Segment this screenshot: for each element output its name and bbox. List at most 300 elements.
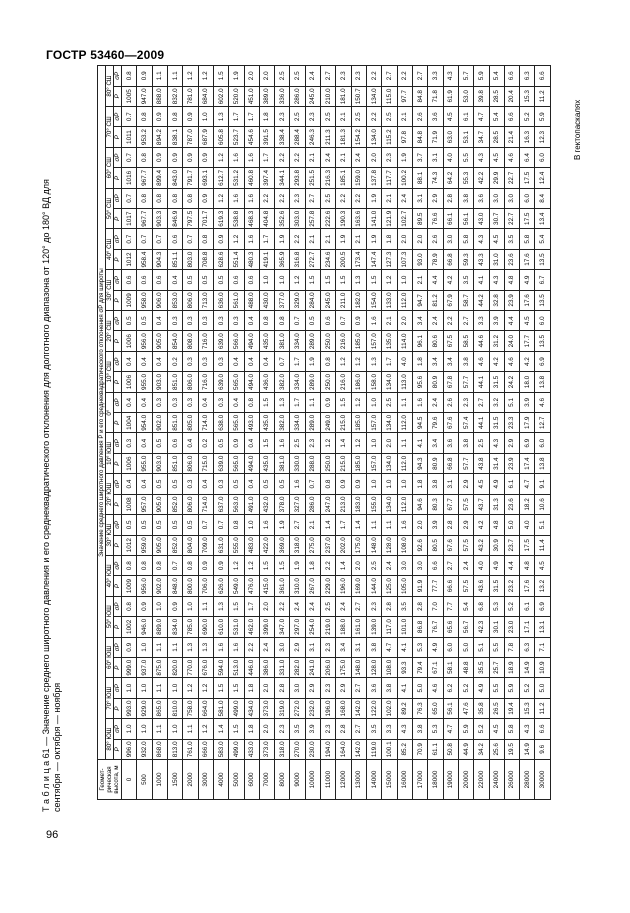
sigma-cell: 2.9 — [458, 474, 473, 494]
sigma-cell: 0.4 — [244, 433, 259, 453]
sigma-cell: 0.4 — [183, 433, 198, 453]
pressure-cell: 820.0 — [167, 657, 182, 677]
sigma-cell: 2.0 — [259, 596, 274, 616]
sigma-cell: 1.6 — [229, 637, 244, 657]
sigma-cell: 5.8 — [458, 229, 473, 249]
pressure-cell: 708.8 — [198, 249, 213, 269]
pressure-cell: 494.0 — [244, 331, 259, 351]
pressure-cell: 122.0 — [367, 698, 382, 718]
pressure-cell: 168.0 — [336, 698, 351, 718]
sigma-cell: 4.5 — [443, 107, 458, 127]
sigma-cell: 0.5 — [213, 433, 228, 453]
sigma-cell: 0.3 — [213, 474, 228, 494]
sigma-cell: 1.3 — [213, 596, 228, 616]
altitude-cell: 20000 — [458, 760, 473, 800]
pressure-cell: 148.0 — [351, 657, 366, 677]
pressure-cell: 31.5 — [489, 372, 504, 392]
sigma-cell: 3.5 — [397, 596, 412, 616]
sigma-cell: 2.8 — [382, 596, 397, 616]
sigma-cell: 1.1 — [367, 515, 382, 535]
sigma-cell: 1.0 — [167, 678, 182, 698]
pressure-cell: 42.2 — [474, 168, 489, 188]
pressure-cell: 66.6 — [443, 576, 458, 596]
sigma-cell: 3.3 — [474, 311, 489, 331]
sigma-cell: 0.5 — [122, 515, 137, 535]
sigma-cell: 3.6 — [428, 107, 443, 127]
sigma-header: σP — [114, 596, 122, 616]
sigma-cell: 0.9 — [198, 147, 213, 167]
pressure-cell: 185.0 — [351, 413, 366, 433]
sigma-cell: 1.5 — [259, 555, 274, 575]
sigma-cell: 1.0 — [137, 678, 152, 698]
pressure-cell: 80.9 — [428, 372, 443, 392]
pressure-cell: 967.7 — [137, 168, 152, 188]
sigma-cell: 0.5 — [275, 474, 290, 494]
pressure-cell: 1017 — [122, 209, 137, 229]
pressure-cell: 875.0 — [152, 657, 167, 677]
pressure-cell: 318.0 — [290, 535, 305, 555]
pressure-cell: 993.0 — [122, 698, 137, 718]
pressure-cell: 488.0 — [244, 290, 259, 310]
sigma-cell: 0.4 — [244, 351, 259, 371]
sigma-cell: 1.5 — [229, 678, 244, 698]
p-sigma-header-row — [114, 66, 122, 800]
sigma-cell: 2.2 — [290, 147, 305, 167]
sigma-cell: 1.7 — [259, 147, 274, 167]
sigma-header: σP — [114, 270, 122, 290]
pressure-cell: 12.7 — [535, 413, 551, 433]
sigma-cell: 1.7 — [336, 515, 351, 535]
pressure-cell: 219.0 — [321, 617, 336, 637]
sigma-cell: 1.2 — [336, 351, 351, 371]
pressure-cell: 43.0 — [474, 209, 489, 229]
sigma-cell: 0.5 — [305, 311, 320, 331]
sigma-cell: 5.5 — [489, 678, 504, 698]
altitude-cell: 19000 — [443, 760, 458, 800]
altitude-cell: 24000 — [489, 760, 504, 800]
sigma-cell: 7.8 — [504, 637, 519, 657]
sigma-cell: 3.3 — [428, 66, 443, 87]
sigma-cell: 4.0 — [443, 147, 458, 167]
sigma-cell: 4.4 — [428, 270, 443, 290]
table-row — [351, 66, 366, 800]
pressure-cell: 144.0 — [367, 576, 382, 596]
pressure-cell: 549.0 — [229, 576, 244, 596]
altitude-cell: 14000 — [367, 760, 382, 800]
pressure-cell: 843.0 — [167, 168, 182, 188]
pressure-cell: 338.4 — [275, 127, 290, 147]
pressure-cell: 169.0 — [351, 576, 366, 596]
sigma-cell: 6.9 — [520, 433, 535, 453]
p-header: P — [114, 413, 122, 433]
sigma-cell: 0.8 — [122, 66, 137, 87]
pressure-cell: 154.2 — [351, 127, 366, 147]
table-row — [290, 66, 305, 800]
p-header: P — [114, 127, 122, 147]
sigma-cell: 2.0 — [244, 66, 259, 87]
sigma-cell: 1.6 — [367, 311, 382, 331]
pressure-cell: 24.2 — [504, 372, 519, 392]
pressure-cell: 932.0 — [137, 739, 152, 759]
pressure-cell: 125.0 — [382, 576, 397, 596]
sigma-cell: 2.4 — [382, 555, 397, 575]
units-label: В гектопаскалях — [573, 99, 582, 160]
latitude-header: 60° СШ — [106, 147, 114, 188]
pressure-cell: 10.6 — [535, 494, 551, 514]
latitude-header: 20° ЮШ — [106, 474, 114, 515]
sigma-cell: 1.8 — [412, 351, 427, 371]
sigma-cell: 6.6 — [535, 66, 551, 87]
pressure-cell: 664.0 — [198, 698, 213, 718]
pressure-cell: 81.2 — [428, 290, 443, 310]
pressure-cell: 284.0 — [305, 290, 320, 310]
sigma-cell: 3.0 — [504, 188, 519, 208]
pressure-cell: 196.0 — [336, 576, 351, 596]
pressure-cell: 250.0 — [321, 453, 336, 473]
pressure-cell: 846.9 — [167, 209, 182, 229]
sigma-cell: 0.8 — [259, 311, 274, 331]
sigma-cell: 4.5 — [474, 474, 489, 494]
sigma-cell: 0.5 — [229, 474, 244, 494]
sigma-cell: 0.9 — [167, 147, 182, 167]
sigma-cell: 2.5 — [321, 107, 336, 127]
altitude-header: Геомет-рическая высота, м — [98, 760, 122, 800]
pressure-cell: 17.5 — [520, 168, 535, 188]
sigma-cell: 3.1 — [305, 637, 320, 657]
sigma-cell: 0.8 — [137, 188, 152, 208]
pressure-cell: 53.1 — [458, 127, 473, 147]
pressure-cell: 183.0 — [351, 494, 366, 514]
pressure-cell: 1005 — [122, 86, 137, 106]
sigma-cell: 2.5 — [382, 107, 397, 127]
pressure-cell: 953.2 — [137, 127, 152, 147]
table-row — [321, 66, 336, 800]
altitude-cell: 18000 — [428, 760, 443, 800]
pressure-cell: 100.2 — [397, 168, 412, 188]
sigma-cell: 2.8 — [336, 719, 351, 739]
pressure-cell: 854.0 — [167, 331, 182, 351]
sigma-cell: 0.4 — [122, 392, 137, 412]
p-header: P — [114, 617, 122, 637]
pressure-cell: 61.1 — [428, 739, 443, 759]
pressure-cell: 76.6 — [428, 209, 443, 229]
sigma-cell: 0.3 — [213, 392, 228, 412]
sigma-cell: 0.5 — [183, 270, 198, 290]
table-row — [397, 66, 412, 800]
pressure-cell: 114.0 — [397, 331, 412, 351]
pressure-cell: 94.7 — [412, 290, 427, 310]
pressure-cell: 894.2 — [152, 127, 167, 147]
pressure-cell: 43.3 — [474, 249, 489, 269]
sigma-cell: 3.6 — [367, 678, 382, 698]
pressure-cell: 105.0 — [397, 576, 412, 596]
sigma-cell: 1.0 — [137, 637, 152, 657]
pressure-cell: 94.6 — [412, 494, 427, 514]
altitude-cell: 28000 — [520, 760, 535, 800]
table-row — [382, 66, 397, 800]
sigma-cell: 1.6 — [244, 188, 259, 208]
pressure-cell: 155.0 — [367, 494, 382, 514]
sigma-cell: 0.8 — [275, 311, 290, 331]
sigma-cell: 0.4 — [137, 474, 152, 494]
sigma-cell: 0.9 — [152, 107, 167, 127]
pressure-cell: 70.9 — [412, 739, 427, 759]
sigma-cell: 6.0 — [443, 637, 458, 657]
sigma-cell: 0.9 — [137, 66, 152, 87]
sigma-cell: 1.5 — [229, 596, 244, 616]
altitude-cell: 30000 — [535, 760, 551, 800]
sigma-cell: 0.3 — [183, 311, 198, 331]
pressure-cell: 59.3 — [458, 249, 473, 269]
pressure-cell: 369.0 — [275, 535, 290, 555]
pressure-cell: 17.6 — [520, 576, 535, 596]
sigma-cell: 5.4 — [489, 107, 504, 127]
sigma-cell: 3.5 — [504, 229, 519, 249]
pressure-cell: 282.0 — [290, 657, 305, 677]
sigma-cell: 3.4 — [428, 433, 443, 453]
pressure-cell: 716.0 — [198, 372, 213, 392]
pressure-cell: 701.7 — [198, 209, 213, 229]
sigma-cell: 3.1 — [428, 147, 443, 167]
sigma-cell: 3.1 — [351, 637, 366, 657]
pressure-cell: 148.0 — [367, 535, 382, 555]
pressure-cell: 249.0 — [321, 413, 336, 433]
pressure-cell: 25.6 — [489, 739, 504, 759]
pressure-cell: 716.0 — [198, 331, 213, 351]
pressure-cell: 215.0 — [336, 413, 351, 433]
pressure-cell: 906.0 — [152, 290, 167, 310]
sigma-cell: 6.4 — [520, 147, 535, 167]
sigma-cell: 2.2 — [259, 188, 274, 208]
pressure-cell: 13.5 — [535, 249, 551, 269]
pressure-cell: 389.0 — [259, 86, 274, 106]
p-header: P — [114, 698, 122, 718]
sigma-cell: 1.2 — [229, 555, 244, 575]
sigma-cell: 3.1 — [412, 188, 427, 208]
pressure-cell: 230.0 — [305, 739, 320, 759]
sigma-cell: 0.9 — [167, 596, 182, 616]
sigma-cell: 4.3 — [474, 229, 489, 249]
pressure-cell: 108.0 — [382, 657, 397, 677]
p-header: P — [114, 331, 122, 351]
sigma-cell: 1.0 — [167, 719, 182, 739]
table-row — [152, 66, 167, 800]
pressure-cell: 639.0 — [213, 372, 228, 392]
p-header: P — [114, 209, 122, 229]
sigma-cell: 6.6 — [504, 66, 519, 87]
pressure-cell: 386.0 — [259, 657, 274, 677]
pressure-cell: 67.5 — [443, 331, 458, 351]
pressure-cell: 112.0 — [397, 494, 412, 514]
sigma-cell: 0.3 — [198, 351, 213, 371]
sigma-cell: 6.3 — [520, 637, 535, 657]
pressure-cell: 65.6 — [443, 617, 458, 637]
pressure-cell: 157.0 — [367, 331, 382, 351]
sigma-cell: 5.4 — [535, 229, 551, 249]
sigma-cell: 0.5 — [137, 515, 152, 535]
pressure-cell: 32.8 — [489, 290, 504, 310]
p-header: P — [114, 372, 122, 392]
sigma-cell: 2.3 — [275, 107, 290, 127]
sigma-cell: 4.1 — [397, 678, 412, 698]
sigma-cell: 5.2 — [504, 596, 519, 616]
pressure-cell: 955.0 — [137, 453, 152, 473]
pressure-cell: 1002 — [122, 617, 137, 637]
pressure-cell: 31.0 — [489, 249, 504, 269]
sigma-cell: 5.1 — [535, 515, 551, 535]
sigma-cell: 2.1 — [382, 311, 397, 331]
table-row — [489, 66, 504, 800]
sigma-cell: 7.7 — [443, 596, 458, 616]
sigma-cell: 0.5 — [122, 311, 137, 331]
pressure-cell: 803.0 — [183, 249, 198, 269]
pressure-cell: 13.8 — [535, 372, 551, 392]
sigma-cell: 1.2 — [213, 147, 228, 167]
sigma-cell: 2.2 — [321, 555, 336, 575]
sigma-cell: 0.7 — [137, 229, 152, 249]
sigma-cell: 0.3 — [183, 474, 198, 494]
sigma-cell: 0.8 — [137, 107, 152, 127]
sigma-cell: 1.7 — [290, 392, 305, 412]
sigma-cell: 0.6 — [152, 270, 167, 290]
pressure-cell: 17.5 — [520, 209, 535, 229]
pressure-cell: 947.0 — [137, 86, 152, 106]
pressure-cell: 57.7 — [458, 372, 473, 392]
pressure-cell: 781.0 — [183, 86, 198, 106]
pressure-cell: 76.7 — [428, 617, 443, 637]
pressure-cell: 139.0 — [367, 617, 382, 637]
pressure-cell: 57.5 — [458, 494, 473, 514]
pressure-cell: 67.8 — [443, 372, 458, 392]
sigma-cell: 4.5 — [535, 555, 551, 575]
pressure-cell: 112.0 — [397, 453, 412, 473]
pressure-cell: 24.0 — [504, 331, 519, 351]
sigma-cell: 2.1 — [336, 147, 351, 167]
sigma-cell: 1.0 — [367, 474, 382, 494]
sigma-cell: 2.3 — [458, 392, 473, 412]
pressure-cell: 28.5 — [489, 127, 504, 147]
pressure-cell: 334.0 — [290, 331, 305, 351]
pressure-cell: 44.1 — [474, 413, 489, 433]
sigma-cell: 3.9 — [520, 392, 535, 412]
sigma-cell: 0.8 — [122, 596, 137, 616]
sigma-cell: 2.0 — [397, 229, 412, 249]
pressure-cell: 377.0 — [275, 290, 290, 310]
pressure-cell: 42.3 — [474, 617, 489, 637]
pressure-cell: 462.0 — [244, 617, 259, 637]
sigma-cell: 1.6 — [229, 147, 244, 167]
sigma-cell: 1.1 — [397, 433, 412, 453]
pressure-cell: 946.0 — [137, 617, 152, 637]
sigma-cell: 2.5 — [474, 433, 489, 453]
pressure-cell: 134.0 — [367, 86, 382, 106]
sigma-cell: 1.1 — [382, 515, 397, 535]
sigma-cell: 0.9 — [152, 147, 167, 167]
pressure-cell: 531.2 — [229, 168, 244, 188]
pressure-cell: 639.0 — [213, 453, 228, 473]
sigma-cell: 2.5 — [382, 392, 397, 412]
sigma-cell: 0.4 — [229, 392, 244, 412]
pressure-cell: 297.0 — [290, 617, 305, 637]
sigma-cell: 1.0 — [382, 474, 397, 494]
sigma-cell: 0.9 — [351, 311, 366, 331]
sigma-cell: 1.8 — [244, 678, 259, 698]
sigma-cell: 0.7 — [183, 229, 198, 249]
sigma-cell: 2.9 — [504, 433, 519, 453]
pressure-cell: 318.0 — [275, 739, 290, 759]
p-header: P — [114, 576, 122, 596]
main-header: Значение среднего широтного давления P и его среднеквадратического отклонения σP для широты — [98, 66, 106, 760]
sigma-cell: 2.7 — [305, 188, 320, 208]
pressure-cell: 94.3 — [412, 453, 427, 473]
pressure-cell: 66.8 — [443, 249, 458, 269]
latitude-header: 10° ЮШ — [106, 433, 114, 474]
pressure-cell: 21.4 — [504, 127, 519, 147]
pressure-cell: 194.0 — [321, 739, 336, 759]
pressure-cell: 852.0 — [167, 494, 182, 514]
pressure-cell: 581.0 — [213, 698, 228, 718]
sigma-cell: 0.9 — [336, 474, 351, 494]
pressure-cell: 602.0 — [213, 86, 228, 106]
table-row — [183, 66, 198, 800]
pressure-cell: 47.6 — [458, 698, 473, 718]
sigma-cell: 3.8 — [458, 351, 473, 371]
sigma-cell: 1.6 — [397, 515, 412, 535]
pressure-cell: 666.0 — [198, 739, 213, 759]
table-row — [198, 66, 213, 800]
sigma-cell: 7.1 — [535, 637, 551, 657]
pressure-cell: 77.7 — [428, 576, 443, 596]
sigma-cell: 2.9 — [336, 678, 351, 698]
sigma-cell: 1.2 — [351, 433, 366, 453]
sigma-cell: 1.0 — [244, 515, 259, 535]
pressure-cell: 628.6 — [213, 249, 228, 269]
pressure-cell: 133.0 — [382, 290, 397, 310]
pressure-cell: 141.0 — [367, 209, 382, 229]
sigma-cell: 0.4 — [198, 392, 213, 412]
pressure-cell: 112.0 — [397, 290, 412, 310]
pressure-cell: 163.6 — [351, 209, 366, 229]
sigma-cell: 1.9 — [275, 515, 290, 535]
sigma-cell: 1.2 — [382, 270, 397, 290]
pressure-cell: 121.9 — [382, 209, 397, 229]
pressure-cell: 800.0 — [183, 576, 198, 596]
pressure-cell: 117.7 — [382, 168, 397, 188]
sigma-cell: 0.3 — [152, 392, 167, 412]
sigma-cell: 0.5 — [152, 433, 167, 453]
pressure-cell: 391.5 — [259, 127, 274, 147]
sigma-cell: 0.3 — [229, 311, 244, 331]
pressure-cell: 12.3 — [535, 127, 551, 147]
pressure-cell: 13.1 — [535, 617, 551, 637]
pressure-cell: 761.0 — [183, 739, 198, 759]
table-row — [443, 66, 458, 800]
pressure-cell: 251.5 — [305, 168, 320, 188]
pressure-cell: 610.0 — [213, 617, 228, 637]
pressure-cell: 955.0 — [137, 372, 152, 392]
pressure-cell: 57.7 — [458, 453, 473, 473]
pressure-cell: 905.0 — [152, 494, 167, 514]
altitude-cell: 1000 — [152, 760, 167, 800]
table-body — [122, 66, 551, 800]
sigma-cell: 4.1 — [397, 637, 412, 657]
sigma-cell: 4.7 — [474, 107, 489, 127]
sigma-cell: 1.8 — [412, 474, 427, 494]
sigma-cell: 3.5 — [290, 719, 305, 739]
altitude-cell: 4000 — [213, 760, 228, 800]
sigma-cell: 0.8 — [167, 188, 182, 208]
sigma-cell: 5.9 — [458, 719, 473, 739]
